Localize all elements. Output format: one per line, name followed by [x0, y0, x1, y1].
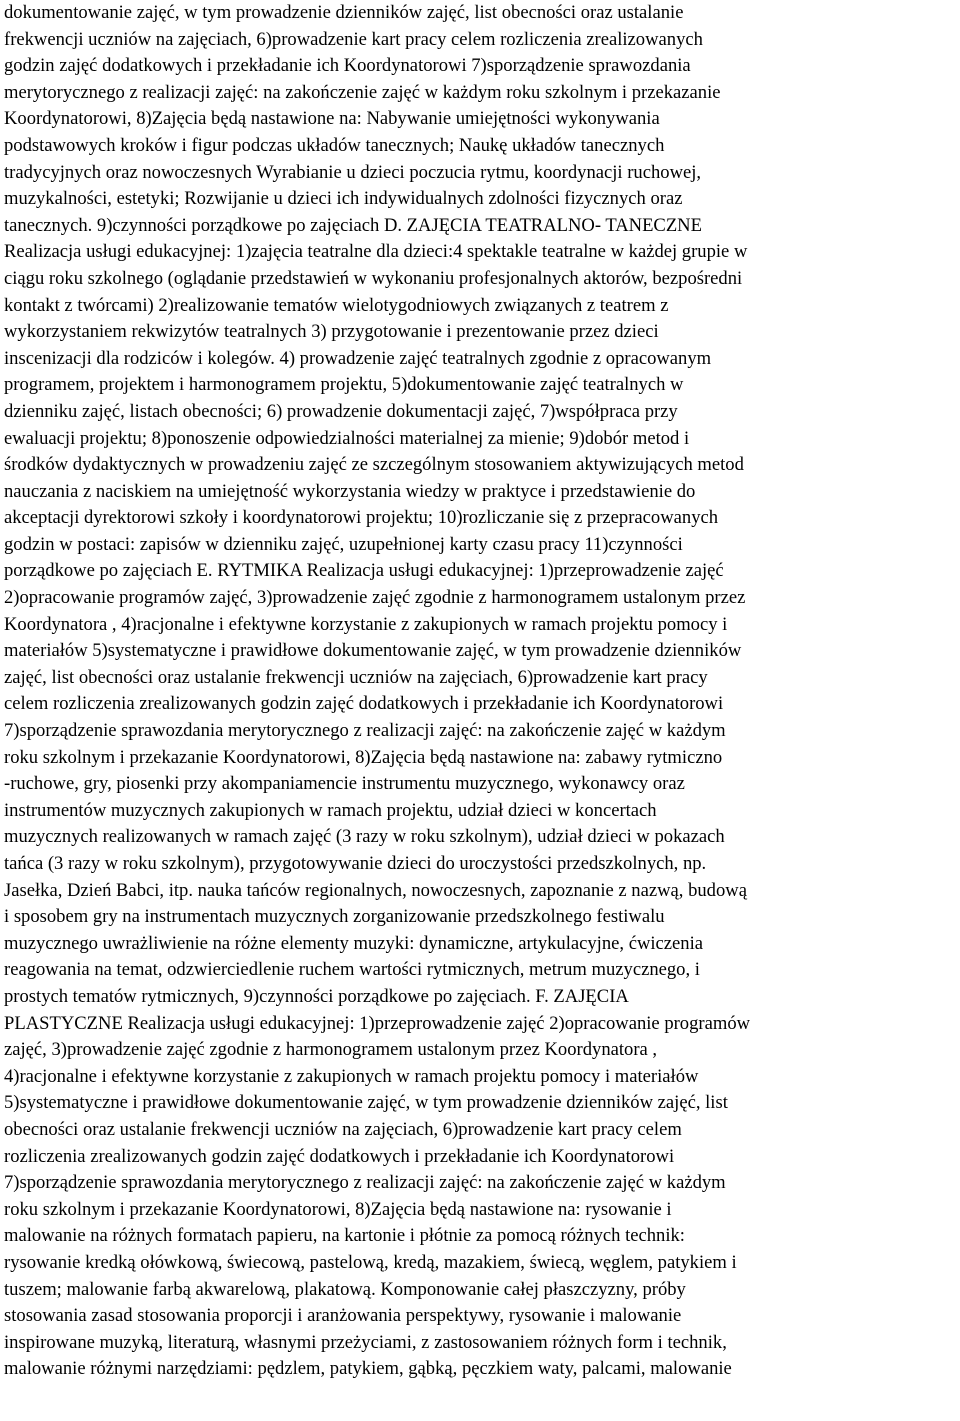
text-line: Realizacja usługi edukacyjnej: 1)zajęcia teatralne dla dzieci:4 spektakle teatralne w każdej grupie w: [4, 241, 748, 263]
text-line: programem, projektem i harmonogramem projektu, 5)dokumentowanie zajęć teatralnych w: [4, 374, 684, 396]
text-line: akceptacji dyrektorowi szkoły i koordynatorowi projektu; 10)rozliczanie się z przepracowanych: [4, 507, 719, 529]
text-line: 5)systematyczne i prawidłowe dokumentowanie zajęć, w tym prowadzenie dzienników zajęć, list: [4, 1092, 728, 1114]
text-line: ewaluacji projektu; 8)ponoszenie odpowiedzialności materialnej za mienie; 9)dobór metod i: [4, 427, 690, 449]
text-line: merytorycznego z realizacji zajęć: na zakończenie zajęć w każdym roku szkolnym i przekazanie: [4, 81, 721, 103]
text-line: instrumentów muzycznych zakupionych w ramach projektu, udział dzieci w koncertach: [4, 799, 657, 821]
text-line: tanecznych. 9)czynności porządkowe po zajęciach D. ZAJĘCIA TEATRALNO- TANECZNE: [4, 214, 702, 236]
text-line: prostych tematów rytmicznych, 9)czynności porządkowe po zajęciach. F. ZAJĘCIA: [4, 985, 629, 1007]
text-line: muzycznego uwrażliwienie na różne elementy muzyki: dynamiczne, artykulacyjne, ćwiczenia: [4, 932, 704, 954]
text-line: zajęć, list obecności oraz ustalanie frekwencji uczniów na zajęciach, 6)prowadzenie kart pracy: [4, 666, 708, 688]
text-line: 2)opracowanie programów zajęć, 3)prowadzenie zajęć zgodnie z harmonogramem ustalonym przez: [4, 587, 746, 609]
text-line: dokumentowanie zajęć, w tym prowadzenie dzienników zajęć, list obecności oraz ustalanie: [4, 2, 684, 23]
text-line: roku szkolnym i przekazanie Koordynatorowi, 8)Zajęcia będą nastawione na: rysowanie i: [4, 1198, 672, 1220]
text-line: kontakt z twórcami) 2)realizowanie tematów wielotygodniowych związanych z teatrem z: [4, 294, 669, 316]
text-line: tańca (3 razy w roku szkolnym), przygotowywanie dzieci do uroczystości przedszkolnych, np.: [4, 853, 707, 874]
text-line: materiałów 5)systematyczne i prawidłowe dokumentowanie zajęć, w tym prowadzenie dzienników: [4, 640, 742, 662]
text-line: porządkowe po zajęciach E. RYTMIKA Realizacja usługi edukacyjnej: 1)przeprowadzenie zajęć: [4, 560, 724, 582]
text-line: 7)sporządzenie sprawozdania merytorycznego z realizacji zajęć: na zakończenie zajęć w każdym: [4, 1172, 726, 1194]
text-line: obecności oraz ustalanie frekwencji uczniów na zajęciach, 6)prowadzenie kart pracy celem: [4, 1118, 682, 1140]
text-line: Koordynatorowi, 8)Zajęcia będą nastawione na: Nabywanie umiejętności wykonywania: [4, 108, 660, 130]
text-line: 4)racjonalne i efektywne korzystanie z zakupionych w ramach projektu pomocy i materiałów: [4, 1065, 699, 1087]
text-line: i sposobem gry na instrumentach muzycznych zorganizowanie przedszkolnego festiwalu: [4, 906, 665, 928]
text-line: malowanie na różnych formatach papieru, na kartonie i płótnie za pomocą różnych technik:: [4, 1225, 685, 1247]
text-line: Jasełka, Dzień Babci, itp. nauka tańców regionalnych, nowoczesnych, zapoznanie z nazwą, budową: [4, 879, 747, 901]
text-line: PLASTYCZNE Realizacja usługi edukacyjnej: 1)przeprowadzenie zajęć 2)opracowanie programów: [4, 1012, 751, 1034]
text-line: muzycznych realizowanych w ramach zajęć (3 razy w roku szkolnym), udział dzieci w pokazach: [4, 826, 725, 848]
text-line: 7)sporządzenie sprawozdania merytorycznego z realizacji zajęć: na zakończenie zajęć w każdym: [4, 720, 726, 742]
text-line: środków dydaktycznych w prowadzeniu zajęć ze szczególnym stosowaniem aktywizujących metod: [4, 454, 744, 476]
text-line: celem rozliczenia zrealizowanych godzin zajęć dodatkowych i przekładanie ich Koordynatorowi: [4, 693, 724, 715]
text-line: rysowanie kredką ołówkową, świecową, pastelową, kredą, mazakiem, świecą, węglem, patykiem i: [4, 1251, 737, 1273]
text-line: reagowania na temat, odzwierciedlenie ruchem wartości rytmicznych, metrum muzycznego, i: [4, 959, 700, 981]
document-body-text: [4, 0, 958, 1409]
text-line: muzykalności, estetyki; Rozwijanie u dzieci ich indywidualnych zdolności fizycznych oraz: [4, 188, 683, 210]
text-line: inscenizacji dla rodziców i kolegów. 4) prowadzenie zajęć teatralnych zgodnie z opracowanym: [4, 347, 712, 369]
text-line: roku szkolnym i przekazanie Koordynatorowi, 8)Zajęcia będą nastawione na: zabawy rytmiczno: [4, 746, 723, 768]
text-line: godzin zajęć dodatkowych i przekładanie ich Koordynatorowi 7)sporządzenie sprawozdania: [4, 55, 691, 77]
text-line: inspirowane muzyką, literaturą, własnymi przeżyciami, z zastosowaniem różnych form i technik,: [4, 1331, 727, 1353]
text-line: dzienniku zajęć, listach obecności; 6) prowadzenie dokumentacji zajęć, 7)współpraca przy: [4, 400, 678, 422]
text-line: malowanie różnymi narzędziami: pędzlem, patykiem, gąbką, pęczkiem waty, palcami, malowanie: [4, 1358, 732, 1380]
text-line: zajęć, 3)prowadzenie zajęć zgodnie z harmonogramem ustalonym przez Koordynatora ,: [4, 1039, 658, 1061]
text-line: rozliczenia zrealizowanych godzin zajęć dodatkowych i przekładanie ich Koordynatorowi: [4, 1145, 675, 1167]
text-line: godzin w postaci: zapisów w dzienniku zajęć, uzupełnionej karty czasu pracy 11)czynności: [4, 533, 683, 555]
text-line: -ruchowe, gry, piosenki przy akompaniamencie instrumentu muzycznego, wykonawcy oraz: [4, 773, 685, 795]
text-line: Koordynatora , 4)racjonalne i efektywne korzystanie z zakupionych w ramach projektu pomocy i: [4, 613, 728, 635]
text-line: frekwencji uczniów na zajęciach, 6)prowadzenie kart pracy celem rozliczenia zrealizowanych: [4, 28, 703, 50]
text-line: ciągu roku szkolnego (oglądanie przedstawień w wykonaniu profesjonalnych aktorów, bezpośredni: [4, 267, 743, 289]
text-line: [4, 1383, 958, 1410]
text-line: wykorzystaniem rekwizytów teatralnych 3) przygotowanie i prezentowanie przez dzieci: [4, 321, 659, 343]
text-line: podstawowych kroków i figur podczas układów tanecznych; Naukę układów tanecznych: [4, 134, 665, 156]
text-line: tradycyjnych oraz nowoczesnych Wyrabianie u dzieci poczucia rytmu, koordynacji ruchowej,: [4, 161, 702, 183]
text-line: stosowania zasad stosowania proporcji i aranżowania perspektywy, rysowanie i malowanie: [4, 1305, 682, 1327]
text-line: tuszem; malowanie farbą akwarelową, plakatową. Komponowanie całej płaszczyzny, próby: [4, 1278, 686, 1300]
text-line: nauczania z naciskiem na umiejętność wykorzystania wiedzy w praktyce i przedstawienie do: [4, 480, 696, 502]
